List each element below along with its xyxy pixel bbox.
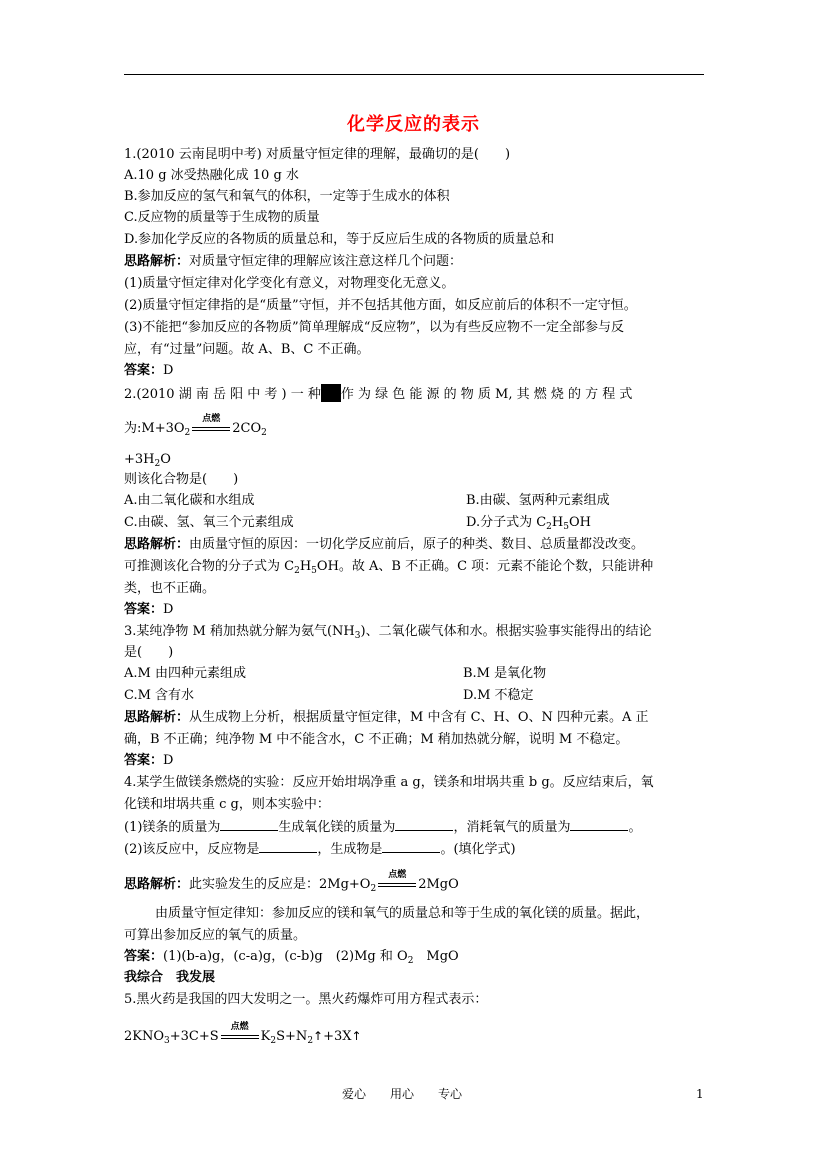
analysis-text: 由质量守恒的原因：一切化学反应前后，原子的种类、数目、总质量都没改变。 xyxy=(189,537,645,552)
q2-answer xyxy=(124,601,173,619)
answer-blank[interactable] xyxy=(220,818,278,831)
answer-label: 答案： xyxy=(124,753,164,768)
option-text: H xyxy=(551,515,564,530)
q2-stem xyxy=(124,384,632,404)
eq-sub: 2 xyxy=(261,428,267,438)
q2-equation xyxy=(124,414,267,438)
analysis-text: OH。故 A、B 不正确。C 项：元素不能论个数，只能讲种 xyxy=(316,559,654,574)
q3-option-d: D.M 不稳定 xyxy=(463,688,534,703)
option-text: D.分子式为 C xyxy=(466,515,547,530)
question-text: 。 xyxy=(628,820,642,835)
eq-sub: 3 xyxy=(164,1036,170,1046)
analysis-text: 对质量守恒定律的理解应该注意这样几个问题： xyxy=(189,254,463,269)
answer-blank[interactable] xyxy=(382,840,440,853)
formula-sub: 5 xyxy=(311,566,317,576)
answer-label: 答案： xyxy=(124,949,164,964)
q2-analysis xyxy=(124,536,644,554)
eq-text: S+N xyxy=(276,1029,308,1044)
q4-analysis-2: 由质量守恒定律知：参加反应的镁和氧气的质量总和等于生成的氧化镁的质量。据此， xyxy=(155,906,650,921)
page-title: 化学反应的表示 xyxy=(347,114,480,135)
q2-stem-part-b: 作 为 绿 色 能 源 的 物 质 M, 其 燃 烧 的 方 程 式 xyxy=(340,387,633,402)
q1-analysis xyxy=(124,253,462,271)
question-text: (1)镁条的质量为 xyxy=(124,820,221,835)
formula-sub: 2 xyxy=(294,566,300,576)
eq-sub: 2 xyxy=(270,1036,277,1046)
q1-option-a: A.10 g 冰受热融化成 10 g 水 xyxy=(124,168,299,183)
answer-value: D xyxy=(163,753,174,768)
q4-stem-2: 化镁和坩埚共重 c g，则本实验中： xyxy=(124,797,330,812)
q2-equation-cont xyxy=(124,451,171,469)
q4-analysis-3: 可算出参加反应的氧气的质量。 xyxy=(124,928,307,943)
formula-sub: 2 xyxy=(407,956,414,966)
option-text: OH xyxy=(568,515,591,530)
analysis-text: 从生成物上分析，根据质量守恒定律，M 中含有 C、H、O、N 四种元素。A 正 xyxy=(189,710,649,725)
answer-blank[interactable] xyxy=(570,818,628,831)
eq-text: 2CO xyxy=(232,421,262,436)
q2-option-a: A.由二氧化碳和水组成 xyxy=(124,493,255,508)
reaction-condition-sign xyxy=(219,1022,261,1046)
header-rule xyxy=(124,74,704,75)
q2-analysis-2 xyxy=(124,558,653,576)
analysis-text: 可推测该化合物的分子式为 C xyxy=(124,559,295,574)
eq-text: 为:M+3O xyxy=(124,421,185,436)
q2-option-b: B.由碳、氢两种元素组成 xyxy=(466,493,610,508)
reaction-condition: 点燃 xyxy=(202,414,221,424)
stem-text: 3.某纯净物 M 稍加热就分解为氨气(NH xyxy=(124,624,355,639)
formula-sub: 2 xyxy=(370,884,377,894)
stem-text: )、二氧化碳气体和水。根据实验事实能得出的结论 xyxy=(360,624,652,639)
formula-sub: 2 xyxy=(546,522,552,532)
q1-option-d: D.参加化学反应的各物质的质量总和，等于反应后生成的各物质的质量总和 xyxy=(124,232,555,247)
eq-text: +3X xyxy=(323,1029,352,1044)
q3-option-c: C.M 含有水 xyxy=(124,688,195,703)
q2-ask: 则该化合物是( ) xyxy=(124,472,239,487)
analysis-text: 此实验发生的反应是：2Mg+O xyxy=(189,877,371,892)
q3-option-b: B.M 是氧化物 xyxy=(463,666,547,681)
q4-blank-line-1 xyxy=(124,818,641,837)
reaction-condition-sign xyxy=(376,870,418,894)
analysis-label: 思路解析： xyxy=(124,710,190,725)
reaction-condition-sign xyxy=(190,414,232,438)
q3-stem-2: 是( ) xyxy=(124,645,174,660)
question-text: 生成氧化镁的质量为 xyxy=(278,820,396,835)
page-number: 1 xyxy=(696,1087,704,1101)
q3-analysis-2: 确，B 不正确；纯净物 M 中不能含水，C 不正确；M 稍加热就分解，说明 M 不稳定。 xyxy=(124,732,629,747)
q5-stem: 5.黑火药是我国的四大发明之一。黑火药爆炸可用方程式表示： xyxy=(124,992,488,1007)
q4-answer xyxy=(124,948,459,966)
gas-arrow-icon: ↑ xyxy=(313,1029,324,1043)
gas-arrow-icon: ↑ xyxy=(351,1029,362,1043)
reaction-condition: 点燃 xyxy=(388,870,407,880)
q1-point-3a: (3)不能把“参加反应的各物质”简单理解成“反应物”，以为有些反应物不一定全部参与反 xyxy=(124,320,624,335)
q3-stem xyxy=(124,623,652,641)
redaction-box xyxy=(321,384,341,402)
q1-point-3b: 应，有“过量”问题。故 A、B、C 不正确。 xyxy=(124,342,370,357)
analysis-text: H xyxy=(299,559,312,574)
answer-value: MgO xyxy=(413,949,459,964)
q4-analysis xyxy=(124,870,459,894)
answer-label: 答案： xyxy=(124,363,164,378)
analysis-label: 思路解析： xyxy=(124,537,190,552)
answer-value: (1)(b-a)g，(c-a)g，(c-b)g (2)Mg 和 O xyxy=(163,949,408,964)
formula-sub: 3 xyxy=(354,631,361,641)
question-text: (2)该反应中，反应物是 xyxy=(124,842,260,857)
q1-answer xyxy=(124,362,173,380)
footer-motto: 爱心 用心 专心 xyxy=(342,1087,463,1101)
analysis-text: 2MgO xyxy=(418,877,459,892)
q1-option-c: C.反应物的质量等于生成物的质量 xyxy=(124,210,320,225)
answer-label: 答案： xyxy=(124,602,164,617)
q1-option-b: B.参加反应的氢气和氧气的体积，一定等于生成水的体积 xyxy=(124,189,450,204)
q3-analysis xyxy=(124,709,649,727)
q2-stem-part-a: 2.(2010 湖 南 岳 阳 中 考 ) 一 种 xyxy=(124,387,321,402)
question-text: ，消耗氧气的质量为 xyxy=(453,820,571,835)
question-text: ，生成物是 xyxy=(317,842,383,857)
q1-stem: 1.(2010 云南昆明中考) 对质量守恒定律的理解，最确切的是( ) xyxy=(124,147,511,162)
formula-sub: 5 xyxy=(563,522,569,532)
answer-value: D xyxy=(163,363,174,378)
eq-sub: 2 xyxy=(307,1036,314,1046)
q2-option-d xyxy=(466,514,591,532)
analysis-label: 思路解析： xyxy=(124,254,190,269)
eq-sub: 2 xyxy=(154,459,161,469)
analysis-label: 思路解析： xyxy=(124,877,190,892)
reaction-condition: 点燃 xyxy=(230,1022,249,1032)
q2-analysis-3: 类，也不正确。 xyxy=(124,581,216,596)
eq-text: +3C+S xyxy=(169,1029,219,1044)
eq-text: O xyxy=(160,452,171,467)
eq-text: K xyxy=(260,1029,271,1044)
answer-blank[interactable] xyxy=(395,818,453,831)
eq-sub: 2 xyxy=(184,428,191,438)
q3-answer xyxy=(124,752,173,770)
q1-point-1: (1)质量守恒定律对化学变化有意义，对物理变化无意义。 xyxy=(124,276,455,291)
q2-option-c: C.由碳、氢、氧三个元素组成 xyxy=(124,515,294,530)
q1-point-2: (2)质量守恒定律指的是“质量”守恒，并不包括其他方面，如反应前后的体积不一定守恒。 xyxy=(124,298,637,313)
q3-option-a: A.M 由四种元素组成 xyxy=(124,666,246,681)
question-text: 。(填化学式) xyxy=(440,842,516,857)
section-heading: 我综合 我发展 xyxy=(124,970,216,985)
q5-equation xyxy=(124,1022,362,1046)
q4-stem: 4.某学生做镁条燃烧的实验：反应开始坩埚净重 a g，镁条和坩埚共重 b g。反应结束后，氧 xyxy=(124,775,654,790)
eq-text: +3H xyxy=(124,452,155,467)
eq-text: 2KNO xyxy=(124,1029,165,1044)
answer-blank[interactable] xyxy=(259,840,317,853)
q4-blank-line-2 xyxy=(124,840,516,859)
answer-value: D xyxy=(163,602,174,617)
